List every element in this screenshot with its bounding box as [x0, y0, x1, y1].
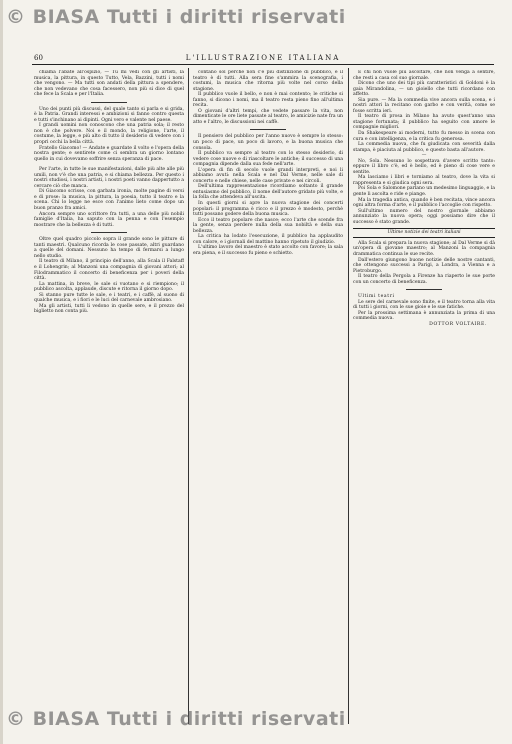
col1-paragraph: Ma gli artisti, tutti li vedono in quelle sere, e il prezzo del biglietto non conta più. — [34, 303, 184, 315]
section-separator — [406, 289, 442, 290]
col1-paragraph: Per l'arte, in tutte le sue manifestazioni, dalle più alte alle più umili, non v'è che una patria, e si chiama bellezza. Per questo i nostri studiosi, i nostri artisti, i nostri poeti vanno dappertutto a cercare ciò che manca. — [34, 167, 184, 189]
col1-paragraph: Di Giacomo scrisse, con garbata ironia, molte pagine di versi e di prose: la musica, la pittura, la poesia, tutto il teatro e la scena. Chi lo legge ne esce con l'animo lieto come dopo un buon pranzo fra amici. — [34, 189, 184, 212]
col2-paragraph: Il pensiero del pubblico per l'anno nuovo è sempre lo stesso: un poco di pace, un poco di lavoro, e la buona musica che consola. — [193, 134, 343, 151]
column-1 — [34, 70, 184, 724]
col2-paragraph: La critica ha lodato l'esecuzione, il pubblico ha applaudito con calore, e i giornali del mattino hanno ripetuto il giudizio. — [193, 234, 343, 245]
col3-paragraph: E chi non vuole più ascoltare, che non venga a sentire, che resti a casa col suo giornale. — [353, 70, 495, 81]
col3-paragraph: Ma la tragedia antica, quando è ben recitata, vince ancora ogni altra forma d'arte, e il pubblico l'accoglie con rispetto. — [353, 197, 495, 209]
page-edge-shadow — [0, 0, 3, 744]
col3-paragraph: Dall'estero giungono buone notizie delle nostre cantanti, che ottengono successi a Parigi, a Londra, a Vienna e a Pietroburgo. — [353, 257, 495, 274]
col3-paragraph: La commedia nuova, che fu giudicata con severità dalla stampa, è piaciuta al pubblico, e questo basta all'autore. — [353, 142, 495, 153]
col3-paragraph: Le sere del carnevale sono finite, e il teatro torna alla vita di tutti i giorni, con le sue gioie e le sue fatiche. — [353, 299, 495, 311]
col2-paragraph: Ecco il teatro popolare che nasce; ecco l'arte che scende fra la gente, senza perdere nulla della sua nobiltà e della sua bellezza. — [193, 217, 343, 234]
watermark-top: © BIASA Tutti i diritti riservati — [6, 6, 346, 28]
col2-paragraph: Il pubblico va sempre al teatro con lo stesso desiderio, di vedere cose nuove e di riascoltare le antiche; il successo di una compagnia dipende dalla sua fede nell'arte. — [193, 151, 343, 168]
col1-paragraph: chiama l'abate all'ospizio, — Tu mi vedi con gli artisti, la musica, la pittura, in questo Tutto, Vela, Bazzini, tutti i nomi che vengono. — Ma tutti son andati della pittura a spendere, che non vedevano che cosa facessero, non più si dice di quel che fece la Scala e per l'Italia. — [34, 70, 184, 98]
col3-paragraph: Alla Scala si prepara la nuova stagione; al Dal Verme si dà un'opera di giovane maestro; al Manzoni la compagnia drammatica continua le sue recite. — [353, 240, 495, 257]
col2-paragraph: L'opera di fin di secolo vuole grandi interpreti, e noi li abbiamo avuti: nella Scala e nel Dal Verme, nelle sale di concerto e nelle chiese, nelle case private e nei circoli. — [193, 167, 343, 184]
col2-paragraph: L'ultimo lavoro del maestro è stato accolto con favore; la sala era piena, e il successo fu pieno e schietto. — [193, 245, 343, 256]
col3-paragraph: Il teatro della Pergola a Firenze ha riaperto le sue porte con un concerto di beneficenza. — [353, 274, 495, 285]
col1-paragraph: Il teatro di Milano, il principio dell'anno, alla Scala il Falstaff e il Lohengrin; al Manzoni una compagnia di giovani attori; al Filodrammatico il concerto di beneficenza per i poveri della città. — [34, 259, 184, 282]
col1-paragraph: Fratello Giacomo! — Andate e guardate il volto e l'opera della nostra gente; e sentirete come ci sembra un giorno lontano quello in cui dovevamo soffrire senza speranza di pace. — [34, 145, 184, 162]
col3-paragraph: Sia pure. — Ma la commedia vive ancora sulla scena, e i nostri attori la recitano con garbo e con verità, come se fosse scritta ieri. — [353, 97, 495, 114]
news-box — [353, 228, 495, 238]
col3-paragraph: Ma lasciamo i libri e torniamo al teatro, dove la vita si rappresenta e si giudica ogni sera. — [353, 175, 495, 186]
news-box-title: Ultime notizie dei teatri italiani — [387, 230, 461, 236]
col3-paragraph: Per la prossima settimana è annunziata la prima di una commedia nuova. — [353, 310, 495, 322]
col1-paragraph: Si stanno pure tutte le sale, e i teatri, e i caffè, al suono di qualche musica, e i fiori e le luci del carnevale ambrosiano. — [34, 292, 184, 304]
page-title: L'ILLUSTRAZIONE ITALIANA — [185, 54, 341, 62]
column-2 — [193, 70, 343, 724]
col3-subheading: Ultimi teatri — [358, 294, 395, 300]
col3-paragraph: Sull'ultimo numero del nostro giornale abbiamo annunziato la nuova opera; oggi possiamo dire che il successo è stato grande. — [353, 208, 495, 225]
col2-paragraph: In questi giorni si apre la nuova stagione dei concerti popolari: il programma è ricco e il prezzo è modesto, perchè tutti possano godere della buona musica. — [193, 201, 343, 218]
page-header — [32, 54, 494, 64]
column-3 — [353, 70, 495, 724]
col1-paragraph: La mattina, in breve, le sale si vuotano e si riempiono; il pubblico ascolta, applaude, discute e ritorna il giorno dopo. — [34, 281, 184, 293]
watermark-bottom: © BIASA Tutti i diritti riservati — [6, 708, 346, 730]
column-divider — [348, 68, 349, 724]
col1-paragraph: Ancora sempre uno scrittore fra tutti, a una delle più nobili famiglie d'Italia, ha saputo con la penna e con l'esempio mostrare che la bellezza è di tutti. — [34, 211, 184, 228]
col3-paragraph: Il teatro di prosa in Milano ha avuto quest'anno una stagione fortunata; il pubblico ha seguito con amore le compagnie migliori. — [353, 114, 495, 131]
col3-paragraph: Da Shakespeare ai moderni, tutto fu messo in scena con cura e con intelligenza, e la critica fu generosa. — [353, 131, 495, 142]
col1-paragraph: Oltre quel quadro piccolo sopra il grande sono le pitture di tanti maestri. Qualcuno ricorda le cose passate, altri guardano a quelle del domani. Nessuno ha tempo di fermarsi a lungo nello studio. — [34, 237, 184, 259]
col2-paragraph: contano sol perchè non c'è più distinzione di pubblico, e il teatro è di tutti. Alla sera fine s'ammira la scenografia, i costumi, la musica che ritorna più volte nel corso della stagione. — [193, 70, 343, 92]
header-rule — [32, 64, 494, 65]
section-separator — [91, 232, 127, 233]
author-signature: DOTTOR VOLTAIRE. — [429, 321, 487, 327]
col2-paragraph: Dell'ultima rappresentazione ricordiamo soltanto il grande entusiasmo del pubblico, il nome dell'autore gridato più volte, e la folla che attendeva all'uscita. — [193, 184, 343, 201]
col3-paragraph: Poi Sola e Salomone parlano un medesimo linguaggio, e la gente li ascolta e ride e piange. — [353, 186, 495, 198]
section-separator — [91, 102, 127, 103]
section-separator — [250, 129, 286, 130]
col3-paragraph: No, Sola. Nessuno lo sospettava d'avere scritto tanto: eppure il libro c'è, ed è bello, ed è pieno di cose vere e sentite. — [353, 158, 495, 175]
column-divider — [188, 68, 189, 724]
col1-paragraph: I grandi uomini non conoscono che una patria sola; il resto non è che polvere. Noi e il mondo, la religione, l'arte, il costume, la legge, e più alto di tutto il desiderio di vedere con i propri occhi la bella città. — [34, 123, 184, 146]
page-number: 60 — [34, 54, 43, 62]
col3-paragraph: Dicono che uno dei tipi più caratteristici di Goldoni è la gaia Mirandolina, — un gioiello che tutti ricordano con affetto. — [353, 81, 495, 98]
col1-paragraph: Uno dei punti più discussi, del quale tanto si parla e si grida, è la Patria. Grandi interessi e ambizioni si fanno contro questa e tutti s'inchinano ai dipinti. Ogni vero e valente nel paese. — [34, 106, 184, 123]
col2-paragraph: O giovani d'altri tempi, che vedete passare la vita, non dimenticate le ore liete passate al teatro, le amicizie nate fra un atto e l'altro, le discussioni nei caffè. — [193, 108, 343, 125]
col3-separator-mark: — — [421, 153, 427, 159]
col2-paragraph: Il pubblico vuole il bello, e non è mai contento; le critiche si fanno, si dicono i nomi, ma il teatro resta pieno fino all'ultima recita. — [193, 92, 343, 109]
